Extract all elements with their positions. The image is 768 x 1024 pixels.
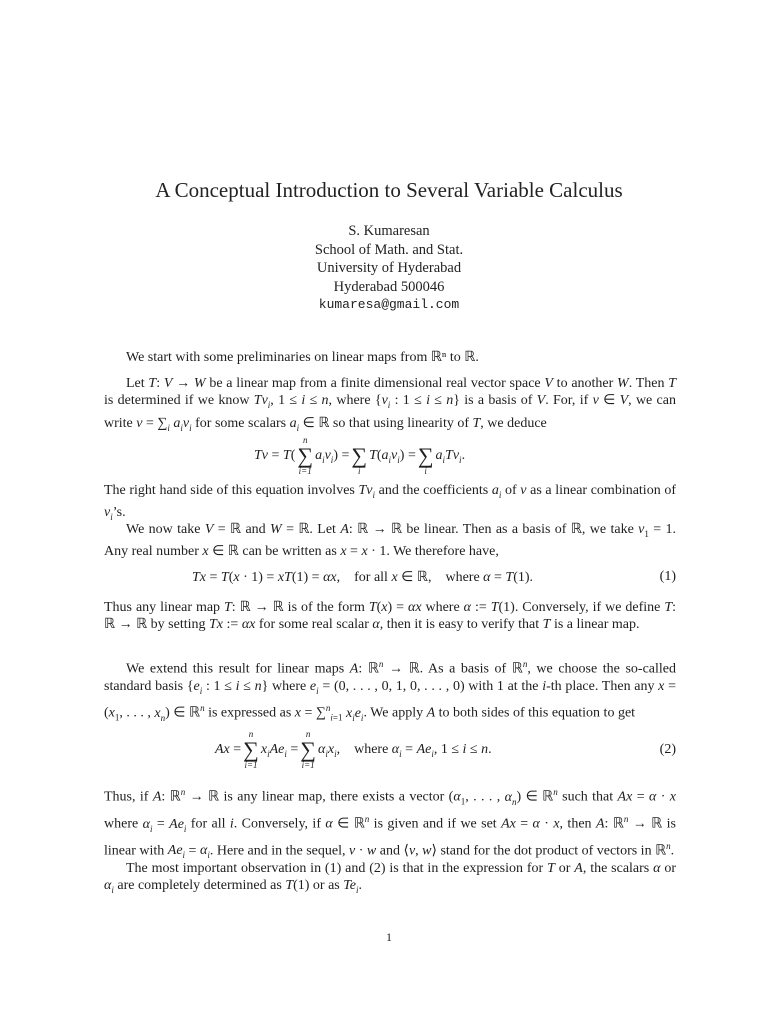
paragraph-text: Thus, if A: ℝ$^n$ → ℝ is any linear map, there exists a vector ($\alpha_1$, . . . , $\alpha_n$) ∈ ℝ$^n$ such that Ax = α · x where $\alpha_i = Ae_i$ for all i. Conversely, if α ∈ ℝ$^n$ is given and if we set Ax = α · x, then A: ℝ$^n$ → ℝ is linear with $Ae_i = \alpha_i$. Here and in the sequel, v · w and ⟨v, w⟩ stand for the dot product of vectors in ℝ$^n$. [104, 787, 676, 861]
paragraph-text: The right hand side of this equation involves $Tv_i$ and the coefficients $a_i$ of v as a linear combination of $v_i’s$. [104, 483, 676, 522]
paragraph-converse-1d [104, 599, 676, 634]
paragraph-linear-map [104, 375, 676, 437]
author-email[interactable]: kumaresa@gmail.com [318, 297, 460, 312]
paragraph-thus-rn [104, 784, 676, 865]
page-number: 1 [386, 930, 392, 944]
equation-number-2: (2) [659, 742, 676, 757]
paragraph-rhs [104, 482, 676, 526]
author-block [0, 222, 768, 315]
affiliation-line-1: School of Math. and Stat. [314, 241, 464, 258]
paragraph-extend [104, 656, 676, 727]
paragraph-intro [104, 349, 676, 366]
paragraph-text: We start with some preliminaries on linear maps from ℝⁿ to ℝ. [126, 350, 479, 365]
affiliation-line-2: University of Hyderabad [316, 260, 462, 276]
equation-number-1: (1) [659, 569, 676, 584]
paragraph-text: Let T: V → W be a linear map from a finite dimensional real vector space V to another W. Then T is determined if we know $Tv_i$, 1 ≤ i ≤ n, where {$v_i$ : 1 ≤ i ≤ n} is a basis of V. For, if v ∈ V, we can write $v = \sum_i$ $a_iv_i$ for some scalars $a_i$ ∈ ℝ so that using linearity of T, we deduce [104, 376, 677, 433]
paragraph-text: We extend this result for linear maps A: ℝ$^n$ → ℝ. As a basis of ℝ$^n$, we choose the so-called standard basis {$e_i$ : 1 ≤ i ≤ n} where $e_i = (0$, . . . , 0, 1, 0, . . . , 0) with 1 at the i-th place. Then any $x = (x_1$, . . . , $x_n$) ∈ ℝ$^n$ is expressed as x = ∑$^n_{i=1}$ $x_ie_i$. We apply A to both sides of this equation to get [104, 659, 676, 723]
equation-2: Ax = n ∑ i=1 $x_iAe_i$ = n ∑ i=1 $\alpha_ix_i$, where $\alpha_i = Ae_i$, 1 ≤ i ≤ n. [215, 729, 492, 770]
paragraph-text: Thus any linear map T: ℝ → ℝ is of the form T(x) = αx where α := T(1). Conversely, if we define T: ℝ → ℝ by setting Tx := αx for some real scalar α, then it is easy to verify that T is a linear map. [104, 600, 676, 633]
paper-title: A Conceptual Introduction to Several Variable Calculus [155, 178, 623, 202]
equation-tv: Tv = T( n ∑ i=1 $a_iv_i$) = ∑ i $T(a_iv_i)$ = ∑ i $a_iTv_i$. [254, 435, 466, 476]
paragraph-text: The most important observation in (1) and (2) is that in the expression for T or A, the scalars α or $\alpha_i$ are completely determined as T(1) or as $Te_i$. [104, 861, 676, 896]
paragraph-text: We now take V = ℝ and W = ℝ. Let A: ℝ → ℝ be linear. Then as a basis of ℝ, we take $v_1 = 1$. Any real number x ∈ ℝ can be written as x = x · 1. We therefore have, [104, 522, 676, 560]
paragraph-observation [104, 860, 676, 900]
paragraph-one-dim [104, 521, 676, 561]
equation-1: Tx = T(x · 1) = xT(1) = αx, for all x ∈ ℝ, where α = T(1). [192, 570, 534, 585]
author-name: S. Kumaresan [348, 223, 430, 239]
affiliation-line-3: Hyderabad 500046 [333, 278, 445, 295]
